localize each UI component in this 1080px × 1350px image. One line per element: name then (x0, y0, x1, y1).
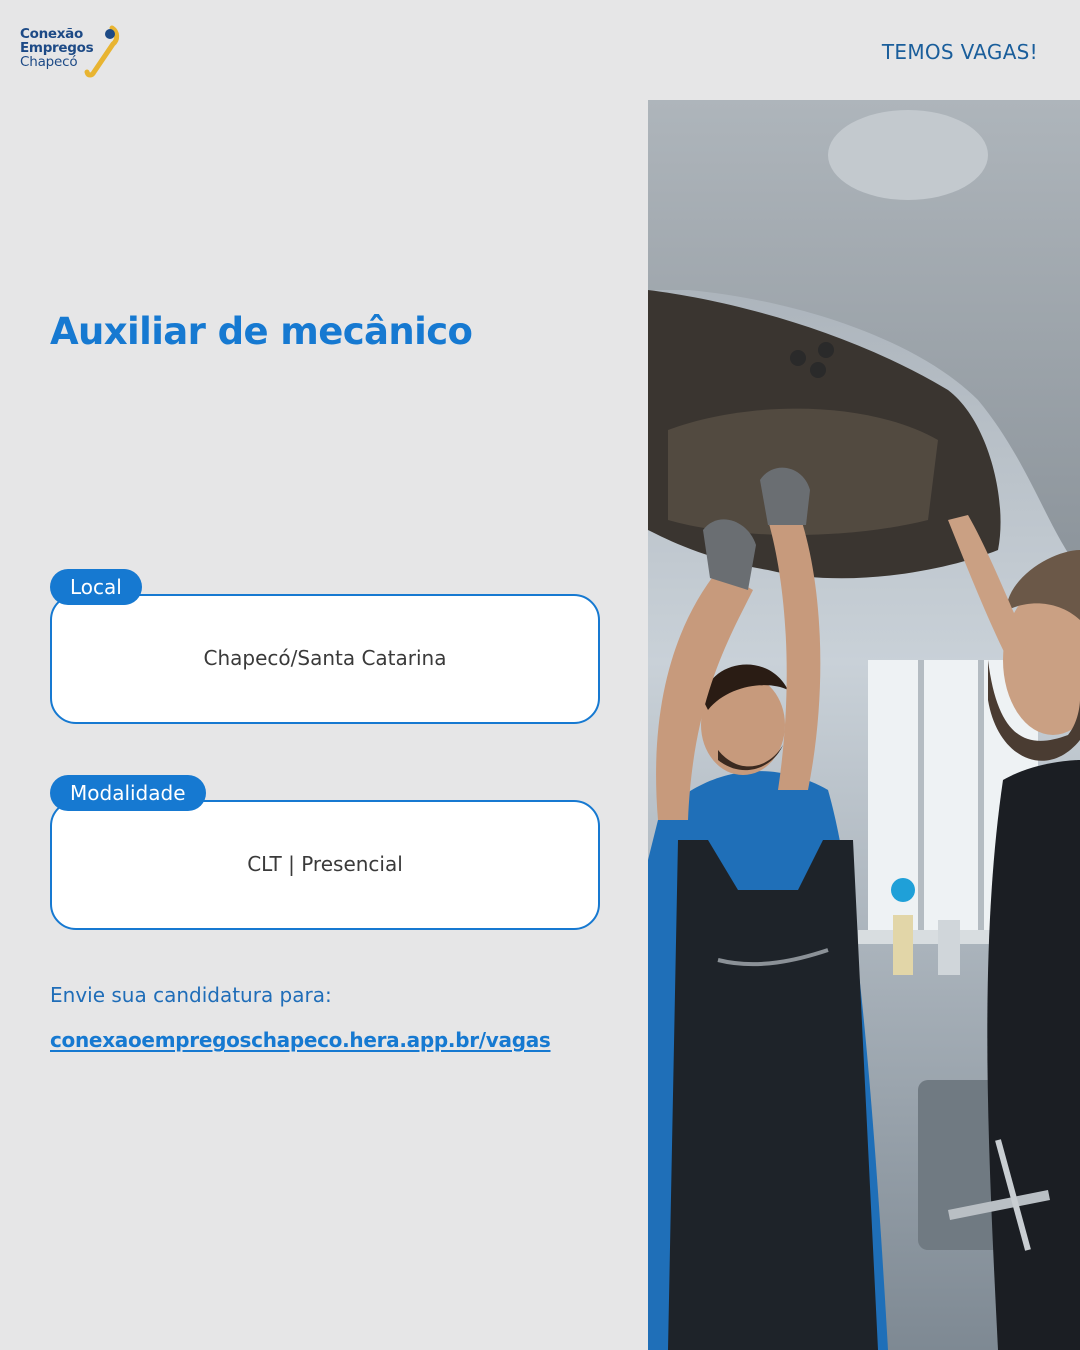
apply-link[interactable]: conexaoempregoschapeco.hera.app.br/vagas (50, 1028, 551, 1052)
modalidade-label: Modalidade (50, 775, 206, 811)
local-card (50, 594, 600, 724)
job-title: Auxiliar de mecânico (50, 310, 473, 353)
mechanics-illustration (648, 100, 1080, 1350)
apply-label: Envie sua candidatura para: (50, 983, 332, 1007)
header-tagline: TEMOS VAGAS! (881, 40, 1038, 64)
modalidade-value: CLT | Presencial (247, 852, 403, 876)
local-value: Chapecó/Santa Catarina (203, 646, 447, 670)
logo-line-3: Chapecó (20, 54, 78, 70)
logo-line-2: Empregos (20, 40, 94, 56)
header (0, 0, 1080, 100)
modalidade-card (50, 800, 600, 930)
logo[interactable] (20, 22, 130, 82)
logo-line-1: Conexão (20, 26, 83, 42)
mechanics-photo (648, 100, 1080, 1350)
local-label: Local (50, 569, 142, 605)
